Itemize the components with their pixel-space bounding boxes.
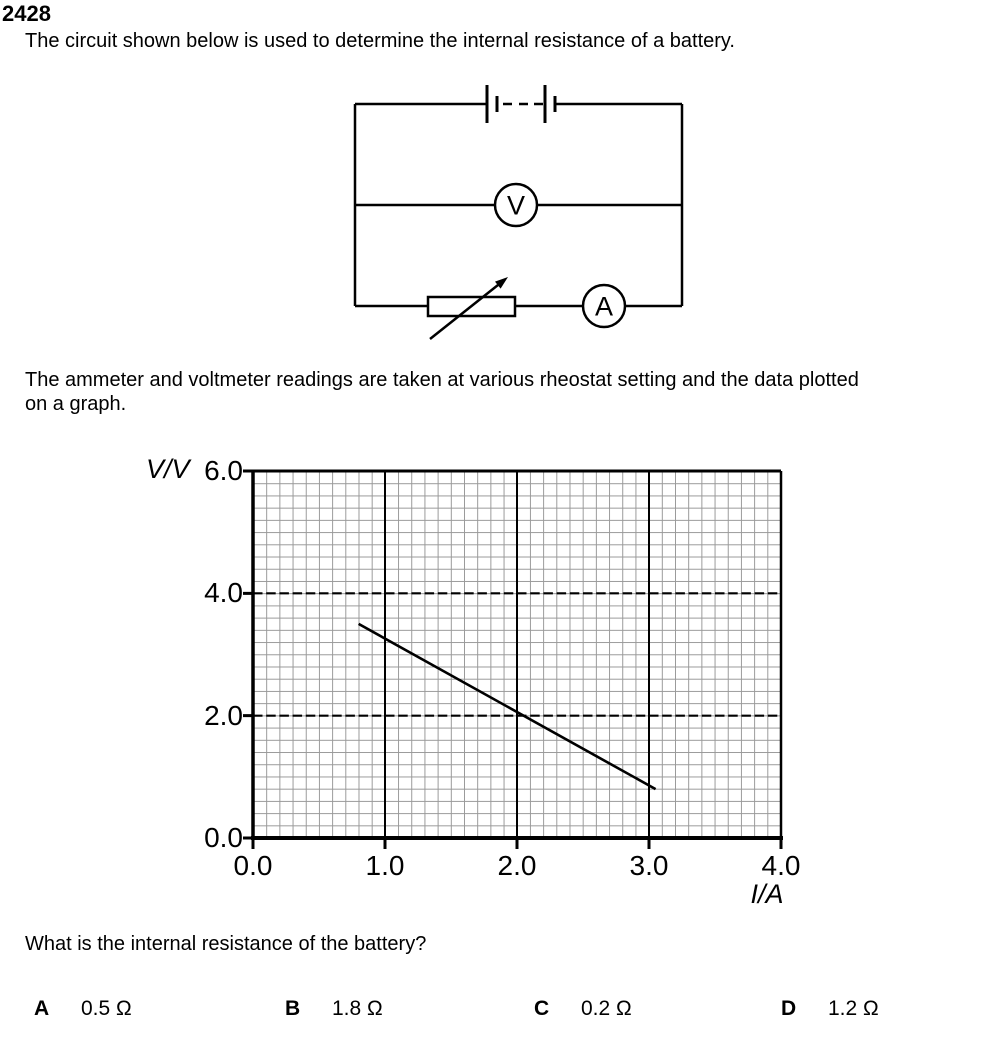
x-tick-label-3: 3.0 (629, 850, 669, 881)
middle-text (25, 368, 1000, 416)
option-c (534, 996, 632, 1022)
graph-overlay (241, 457, 793, 853)
option-d (781, 996, 879, 1022)
x-tick-label-1: 1.0 (365, 850, 405, 881)
y-tick-label-0: 0.0 (204, 822, 243, 853)
x-tick-label-4: 4.0 (761, 850, 801, 881)
option-b-value: 1.8 Ω (332, 997, 383, 1020)
option-a (34, 996, 132, 1022)
y-tick-label-4: 4.0 (204, 577, 243, 608)
x-tick-label-0: 0.0 (233, 850, 273, 881)
option-d-letter: D (781, 997, 797, 1020)
x-tick-label-2: 2.0 (497, 850, 537, 881)
ammeter-icon (583, 285, 625, 327)
middle-text-line1: The ammeter and voltmeter readings are taken at various rheostat setting and the data plotted (25, 369, 859, 391)
graph-major-gridlines (253, 471, 781, 838)
voltmeter-label: V (506, 190, 526, 221)
option-b (285, 996, 383, 1022)
option-a-letter: A (34, 997, 50, 1020)
voltmeter-icon (495, 184, 537, 226)
battery-icon (487, 85, 555, 123)
option-c-value: 0.2 Ω (581, 997, 632, 1020)
option-c-letter: C (534, 997, 550, 1020)
data-line (359, 624, 656, 789)
y-tick-label-6: 6.0 (204, 455, 243, 486)
question-number: 2428 (2, 1, 51, 26)
middle-text-line2: on a graph. (25, 393, 127, 415)
ammeter-label: A (594, 291, 614, 322)
option-a-value: 0.5 Ω (81, 997, 132, 1020)
intro-text: The circuit shown below is used to determine the internal resistance of a battery. (25, 30, 735, 52)
option-b-letter: B (285, 997, 301, 1020)
y-axis-title: V/V (146, 454, 190, 484)
circuit-diagram (340, 75, 690, 350)
graph-axes (243, 470, 783, 850)
question-text: What is the internal resistance of the battery? (25, 933, 427, 955)
y-tick-label-2: 2.0 (204, 700, 243, 731)
rheostat-arrow-shaft (430, 285, 498, 339)
option-d-value: 1.2 Ω (828, 997, 879, 1020)
x-axis-title: I/A (750, 879, 784, 909)
rheostat-icon (428, 277, 515, 339)
